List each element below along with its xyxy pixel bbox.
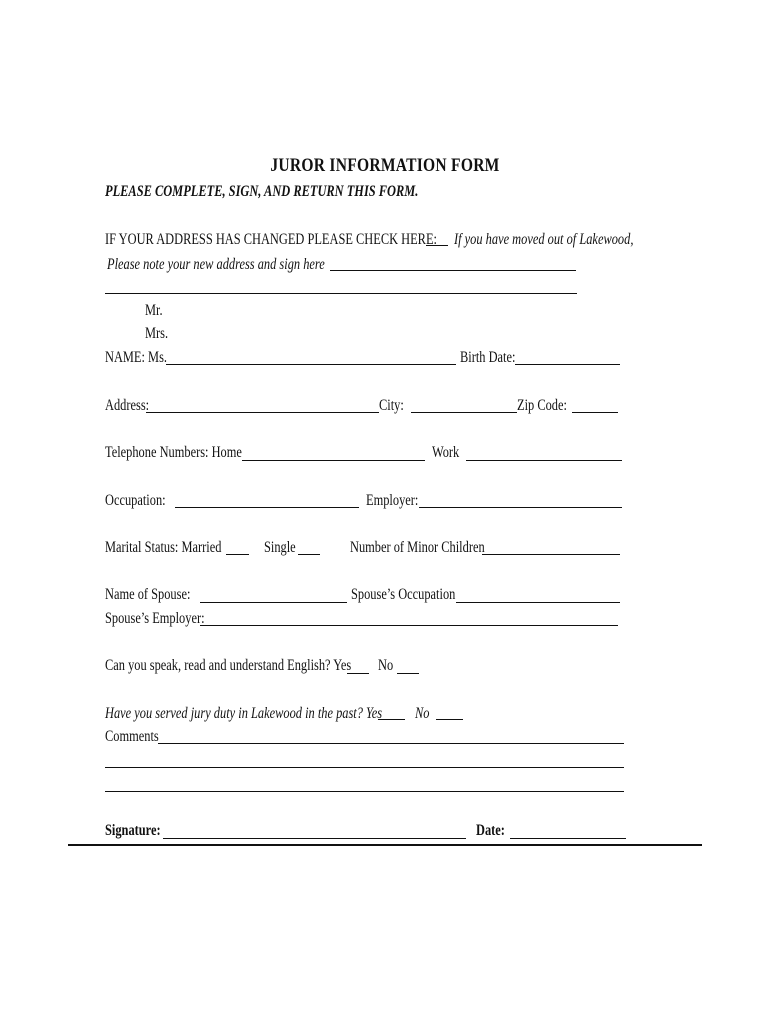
title-mrs: Mrs. bbox=[145, 325, 169, 342]
english-no-field[interactable] bbox=[397, 673, 419, 674]
birth-date-label: Birth Date: bbox=[460, 349, 516, 366]
minor-children-field[interactable] bbox=[482, 554, 620, 555]
spouse-occupation-field[interactable] bbox=[456, 602, 620, 603]
employer-label: Employer: bbox=[366, 492, 419, 509]
spouse-employer-label: Spouse’s Employer: bbox=[105, 610, 205, 627]
spouse-occupation-label: Spouse’s Occupation bbox=[351, 586, 456, 603]
zip-label: Zip Code: bbox=[517, 397, 567, 414]
new-address-note: Please note your new address and sign here bbox=[107, 256, 325, 273]
jury-duty-no-field[interactable] bbox=[436, 719, 463, 720]
spouse-name-field[interactable] bbox=[200, 602, 347, 603]
signature-label: Signature: bbox=[105, 822, 161, 839]
name-field[interactable] bbox=[166, 364, 456, 365]
occupation-label: Occupation: bbox=[105, 492, 166, 509]
comments-field-3[interactable] bbox=[105, 791, 624, 792]
new-address-field-2[interactable] bbox=[105, 293, 577, 294]
marital-status-label: Marital Status: Married bbox=[105, 539, 222, 556]
address-label: Address: bbox=[105, 397, 150, 414]
date-field[interactable] bbox=[510, 838, 626, 839]
spouse-name-label: Name of Spouse: bbox=[105, 586, 191, 603]
occupation-field[interactable] bbox=[175, 507, 359, 508]
minor-children-label: Number of Minor Children bbox=[350, 539, 485, 556]
spouse-employer-field[interactable] bbox=[200, 625, 618, 626]
jury-duty-no-label: No bbox=[415, 705, 430, 722]
home-phone-field[interactable] bbox=[242, 460, 425, 461]
bottom-divider bbox=[68, 844, 702, 846]
telephone-label: Telephone Numbers: Home bbox=[105, 444, 242, 461]
single-label: Single bbox=[264, 539, 296, 556]
english-question: Can you speak, read and understand English? Yes bbox=[105, 657, 352, 674]
moved-note: If you have moved out of Lakewood, bbox=[454, 231, 634, 248]
zip-field[interactable] bbox=[572, 412, 618, 413]
employer-field[interactable] bbox=[419, 507, 622, 508]
form-subtitle: PLEASE COMPLETE, SIGN, AND RETURN THIS FORM. bbox=[105, 183, 419, 200]
signature-field[interactable] bbox=[163, 838, 466, 839]
title-mr: Mr. bbox=[145, 302, 163, 319]
city-field[interactable] bbox=[411, 412, 517, 413]
address-changed-checkbox-field[interactable] bbox=[426, 245, 448, 246]
work-label: Work bbox=[432, 444, 460, 461]
married-field[interactable] bbox=[226, 554, 249, 555]
name-label: NAME: Ms. bbox=[105, 349, 168, 366]
birth-date-field[interactable] bbox=[515, 364, 620, 365]
jury-duty-question: Have you served jury duty in Lakewood in the past? Yes bbox=[105, 705, 383, 722]
new-address-field-1[interactable] bbox=[330, 270, 576, 271]
jury-duty-yes-field[interactable] bbox=[378, 719, 405, 720]
address-field[interactable] bbox=[146, 412, 379, 413]
single-field[interactable] bbox=[298, 554, 320, 555]
english-yes-field[interactable] bbox=[347, 673, 369, 674]
city-label: City: bbox=[379, 397, 404, 414]
comments-field-2[interactable] bbox=[105, 767, 624, 768]
work-phone-field[interactable] bbox=[466, 460, 622, 461]
page-title: JUROR INFORMATION FORM bbox=[270, 155, 500, 176]
address-changed-label: IF YOUR ADDRESS HAS CHANGED PLEASE CHECK HERE: bbox=[105, 231, 437, 248]
english-no-label: No bbox=[378, 657, 394, 674]
comments-field-1[interactable] bbox=[158, 743, 624, 744]
date-label: Date: bbox=[476, 822, 505, 839]
comments-label: Comments bbox=[105, 728, 159, 745]
